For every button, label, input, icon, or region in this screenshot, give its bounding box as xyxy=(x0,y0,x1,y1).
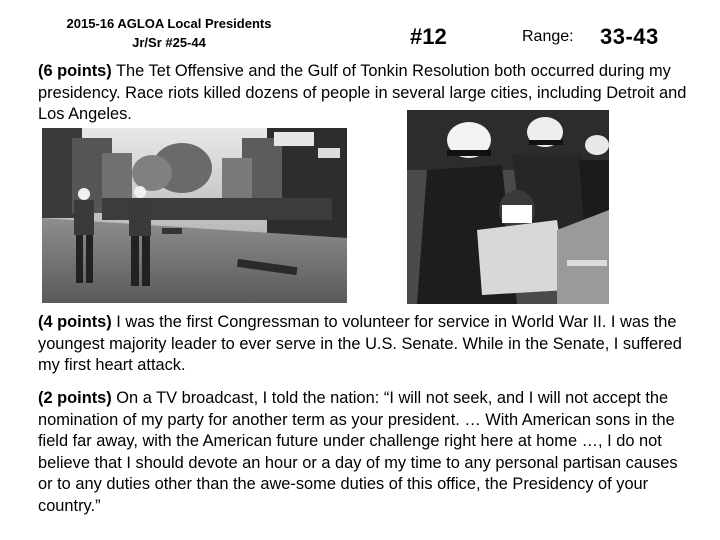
clue-4-points xyxy=(38,312,688,377)
range-value: 33-43 xyxy=(600,24,659,49)
clue-points: (2 points) xyxy=(38,389,112,407)
header-title-line2: Jr/Sr #25-44 xyxy=(132,35,206,50)
riot-street-image xyxy=(42,128,347,303)
clue-2-points xyxy=(38,388,688,517)
range-label: Range: xyxy=(522,28,574,45)
police-scene-image xyxy=(407,110,609,304)
clue-text: I was the first Congressman to volunteer for service in World War II. I was the youngest majority leader to ever serve in the U.S. Senate. While in the Senate, I suffered my first heart attack. xyxy=(38,313,682,374)
header-title xyxy=(44,14,294,52)
header-title-line1: 2015-16 AGLOA Local Presidents xyxy=(66,16,272,31)
question-number: #12 xyxy=(410,24,447,49)
clue-text: On a TV broadcast, I told the nation: “I will not seek, and I will not accept the nomination of my party for another term as your president. … With American sons in the field far away, with the American future under challenge right here at home …, I do not believe that I should devote an hour or a day of my time to any personal partisan causes or to any duties other than the awe-some duties of this office, the Presidency of your country.” xyxy=(38,389,678,515)
clue-text: The Tet Offensive and the Gulf of Tonkin Resolution both occurred during my presidency. Race riots killed dozens of people in several large cities, including Detroit and Los Angeles. xyxy=(38,62,687,123)
clue-points: (6 points) xyxy=(38,62,112,80)
police-injured-man-photo xyxy=(407,110,609,304)
riot-street-photo xyxy=(42,128,347,303)
clue-points: (4 points) xyxy=(38,313,112,331)
